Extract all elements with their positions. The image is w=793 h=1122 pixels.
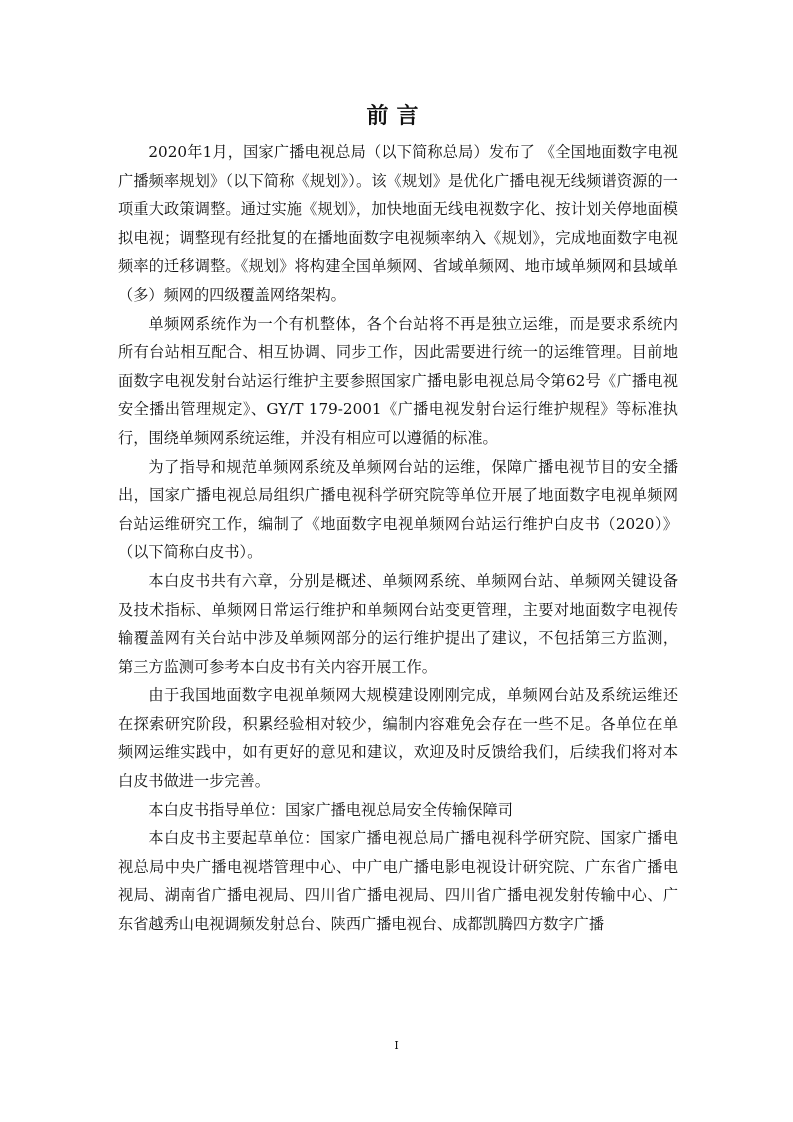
- paragraph-7: 本白皮书主要起草单位：国家广播电视总局广播电视科学研究院、国家广播电视总局中央广播电视塔管理中心、中广电广播电影电视设计研究院、广东省广播电视局、湖南省广播电视局、四川省广播电视局、四川省广播电视发射传输中心、广东省越秀山电视调频发射总台、陕西广播电视台、成都凯腾四方数字广播: [118, 829, 678, 934]
- paragraph-6: 本白皮书指导单位：国家广播电视总局安全传输保障司: [148, 800, 513, 819]
- page-number: I: [394, 1039, 399, 1052]
- paragraph-5: 由于我国地面数字电视单频网大规模建设刚刚完成，单频网台站及系统运维还在探索研究阶段，积累经验相对较少，编制内容难免会存在一些不足。各单位在单频网运维实践中，如有更好的意见和建议，欢迎及时反馈给我们，后续我们将对本白皮书做进一步完善。: [118, 686, 678, 791]
- paragraph-3: 为了指导和规范单频网系统及单频网台站的运维，保障广播电视节目的安全播出，国家广播电视总局组织广播电视科学研究院等单位开展了地面数字电视单频网台站运维研究工作，编制了《地面数字电视单频网台站运行维护白皮书（2020）》（以下简称白皮书）。: [118, 457, 678, 562]
- paragraph-4: 本白皮书共有六章，分别是概述、单频网系统、单频网台站、单频网关键设备及技术指标、单频网日常运行维护和单频网台站变更管理，主要对地面数字电视传输覆盖网有关台站中涉及单频网部分的运行维护提出了建议，不包括第三方监测，第三方监测可参考本白皮书有关内容开展工作。: [118, 571, 678, 676]
- paragraph-1: 2020年1月，国家广播电视总局（以下简称总局）发布了 《全国地面数字电视广播频率规划》（以下简称《规划》）。该《规划》是优化广播电视无线频谱资源的一项重大政策调整。通过实施《规划》，加快地面无线电视数字化、按计划关停地面模拟电视；调整现有经批复的在播地面数字电视频率纳入《规划》，完成地面数字电视频率的迁移调整。《规划》将构建全国单频网、省域单频网、地市域单频网和县域单（多）频网的四级覆盖网络架构。: [118, 143, 678, 304]
- document-body: [118, 138, 678, 939]
- page-title: 前言: [366, 103, 427, 129]
- paragraph-2: 单频网系统作为一个有机整体，各个台站将不再是独立运维，而是要求系统内所有台站相互配合、相互协调、同步工作，因此需要进行统一的运维管理。目前地面数字电视发射台站运行维护主要参照国家广播电影电视总局令第62号《广播电视安全播出管理规定》、GY/T 179-2001《广播电视发射台运行维护规程》等标准执行，围绕单频网系统运维，并没有相应可以遵循的标准。: [118, 314, 678, 447]
